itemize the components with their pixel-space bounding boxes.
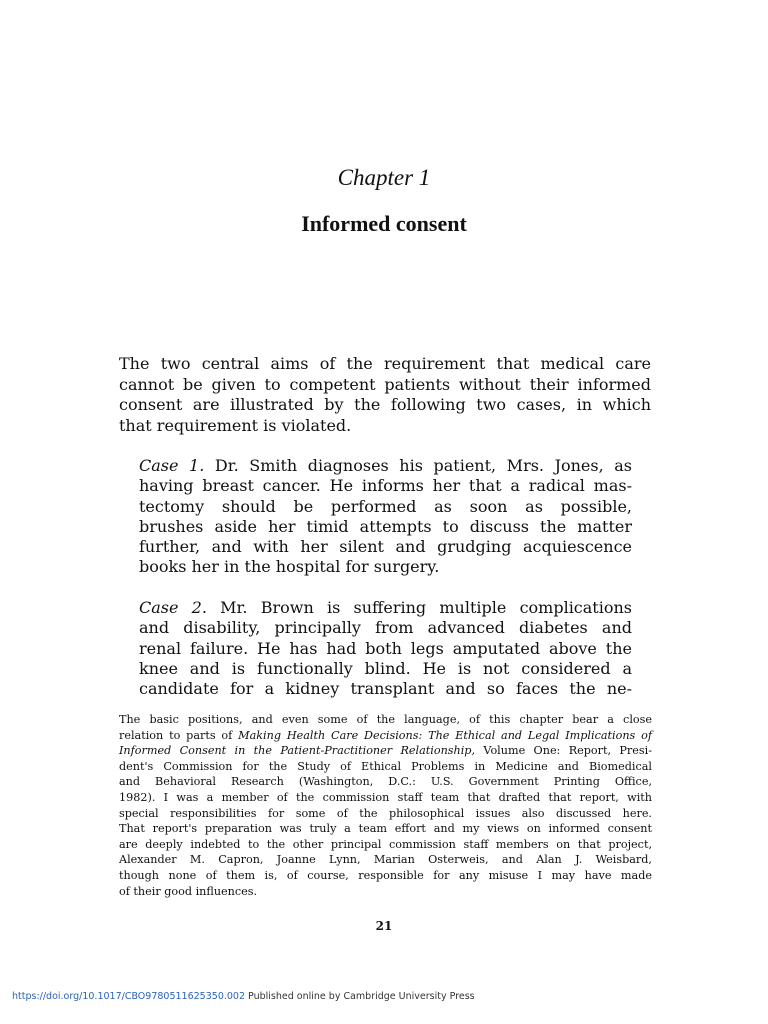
case-line: further, and with her silent and grudging acquiescence — [139, 537, 632, 557]
intro-line: consent are illustrated by the following two cases, in which — [119, 395, 651, 414]
chapter-label: Chapter 1 — [337, 165, 431, 190]
intro-line: that requirement is violated. — [119, 415, 352, 435]
footnote-text: Volume One: Report, Presi- — [475, 744, 652, 758]
case-2-paragraph — [139, 598, 632, 699]
case-line: and disability, principally from advanced diabetes and — [139, 618, 632, 638]
doi-link[interactable]: https://doi.org/10.1017/CBO9780511625350.002 — [12, 991, 246, 1002]
footnote-line: though none of them is, of course, responsible for any misuse I may have made — [119, 868, 652, 882]
case-line: candidate for a kidney transplant and so faces the ne- — [139, 679, 632, 699]
footnote-line: dent's Commission for the Study of Ethical Problems in Medicine and Biomedical — [119, 759, 652, 773]
case-1-paragraph — [139, 456, 632, 578]
footnote-line: are deeply indebted to the other principal commission staff members on that project, — [119, 837, 652, 851]
intro-line: cannot be given to competent patients without their informed — [119, 374, 651, 394]
case-1-first-line: Dr. Smith diagnoses his patient, Mrs. Jones, as — [204, 456, 633, 475]
footnote — [119, 712, 652, 899]
case-2-label: Case 2. — [139, 598, 207, 617]
footnote-line — [119, 728, 652, 744]
footnote-line: Alexander M. Capron, Joanne Lynn, Marian Osterweis, and Alan J. Weisbard, — [119, 853, 652, 867]
footnote-book-title: Making Health Care Decisions: The Ethical and Legal Implications of — [238, 728, 652, 742]
case-line: brushes aside her timid attempts to discuss the matter — [139, 516, 632, 536]
footnote-line: The basic positions, and even some of the language, of this chapter bear a close — [119, 713, 652, 726]
publisher-text: Published online by Cambridge University Press — [245, 991, 475, 1002]
footnote-line: and Behavioral Research (Washington, D.C.: U.S. Government Printing Office, — [119, 775, 652, 789]
intro-paragraph — [119, 354, 651, 436]
source-line — [12, 990, 475, 1004]
case-line — [139, 456, 632, 476]
footnote-line: That report's preparation was truly a team effort and my views on informed consent — [119, 822, 652, 836]
case-line — [139, 598, 632, 618]
page-number: 21 — [375, 919, 393, 933]
case-line: books her in the hospital for surgery. — [139, 557, 440, 577]
case-1-label: Case 1. — [139, 456, 205, 475]
case-line: having breast cancer. He informs her that a radical mas- — [139, 476, 632, 496]
case-2-first-line: Mr. Brown is suffering multiple complications — [206, 598, 632, 617]
case-line: knee and is functionally blind. He is not considered a — [139, 658, 632, 678]
footnote-line: of their good influences. — [119, 884, 258, 898]
footnote-line: special responsibilities for some of the philosophical issues also discussed here. — [119, 806, 652, 820]
footnote-book-title: Informed Consent in the Patient-Practitioner Relationship, — [119, 744, 476, 758]
case-line: renal failure. He has had both legs amputated above the — [139, 638, 632, 658]
footnote-line: 1982). I was a member of the commission staff team that drafted that report, with — [119, 790, 652, 804]
footnote-text: relation to parts of — [119, 728, 239, 742]
case-line: tectomy should be performed as soon as possible, — [139, 496, 632, 516]
footnote-line — [119, 743, 652, 759]
intro-line: The two central aims of the requirement that medical care — [119, 354, 651, 373]
chapter-title: Informed consent — [301, 211, 467, 236]
